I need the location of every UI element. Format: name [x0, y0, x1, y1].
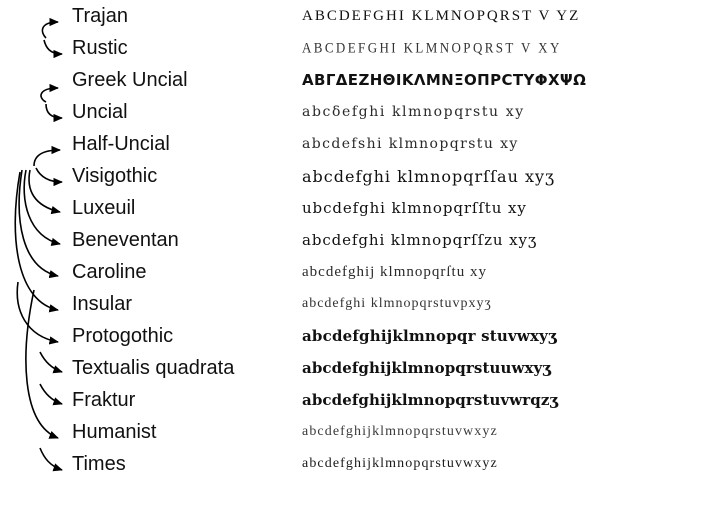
- script-name-uncial[interactable]: Uncial: [72, 101, 128, 123]
- script-sample-fraktur: abcdefghijklmnopqrstuvwrqzʒ: [302, 391, 559, 409]
- script-sample-half-uncial: abcdefshi klmnopqrstu xy: [302, 136, 519, 152]
- script-sample-caroline: abcdefghij klmnopqrſtu xy: [302, 263, 487, 280]
- script-row: [0, 320, 711, 352]
- script-row: [0, 352, 711, 384]
- script-sample-uncial: abcδefghi klmnopqrstu xy: [302, 104, 525, 120]
- script-row: [0, 32, 711, 64]
- script-row: [0, 128, 711, 160]
- script-name-visigothic[interactable]: Visigothic: [72, 165, 158, 187]
- script-sample-visigothic: abcdefghi klmnopqrſſau xyʒ: [302, 166, 556, 186]
- script-sample-times: abcdefghijklmnopqrstuvwxyz: [302, 456, 498, 471]
- script-sample-beneventan: abcdefghi klmnopqrſſzu xyʒ: [302, 231, 538, 249]
- script-row: [0, 384, 711, 416]
- script-sample-rustic: ABCDEFGHI KLMNOPQRST V XY: [302, 38, 562, 57]
- script-row: [0, 256, 711, 288]
- script-name-greek-uncial[interactable]: Greek Uncial: [72, 69, 188, 91]
- script-row: [0, 288, 711, 320]
- script-name-luxeuil[interactable]: Luxeuil: [72, 197, 136, 219]
- script-sample-luxeuil: ubcdefghi klmnopqrſſtu xy: [302, 199, 527, 217]
- script-name-fraktur[interactable]: Fraktur: [72, 389, 136, 411]
- script-sample-humanist: abcdefghijklmnopqrstuvwxyz: [302, 424, 498, 439]
- script-name-rustic[interactable]: Rustic: [72, 37, 128, 59]
- script-name-beneventan[interactable]: Beneventan: [72, 229, 179, 251]
- script-sample-insular: abcdefghi klmnopqrstuvpxyʒ: [302, 296, 492, 311]
- script-name-humanist[interactable]: Humanist: [72, 421, 157, 443]
- script-row: [0, 96, 711, 128]
- script-row: [0, 0, 711, 32]
- script-name-textualis-quadrata[interactable]: Textualis quadrata: [72, 357, 235, 379]
- script-name-caroline[interactable]: Caroline: [72, 261, 147, 283]
- script-sample-greek-uncial: ΑΒΓΔΕΖΗΘΙΚΛΜΝΞΟΠΡCΤΥΦΧΨΩ: [302, 71, 587, 89]
- script-sample-trajan: ABCDEFGHI KLMNOPQRST V YZ: [302, 7, 581, 24]
- script-sample-textualis-quadrata: abcdefghijklmnopqrstuuwxyʒ: [302, 359, 551, 377]
- script-row: [0, 160, 711, 192]
- script-row: [0, 64, 711, 96]
- script-row: [0, 448, 711, 480]
- script-row: [0, 224, 711, 256]
- script-name-times[interactable]: Times: [72, 453, 126, 475]
- script-sample-protogothic: abcdefghijklmnopqr stuvwxyʒ: [302, 327, 557, 345]
- script-name-half-uncial[interactable]: Half-Uncial: [72, 133, 170, 155]
- script-name-trajan[interactable]: Trajan: [72, 5, 128, 27]
- script-row: [0, 192, 711, 224]
- script-name-protogothic[interactable]: Protogothic: [72, 325, 174, 347]
- script-name-insular[interactable]: Insular: [72, 293, 133, 315]
- script-row: [0, 416, 711, 448]
